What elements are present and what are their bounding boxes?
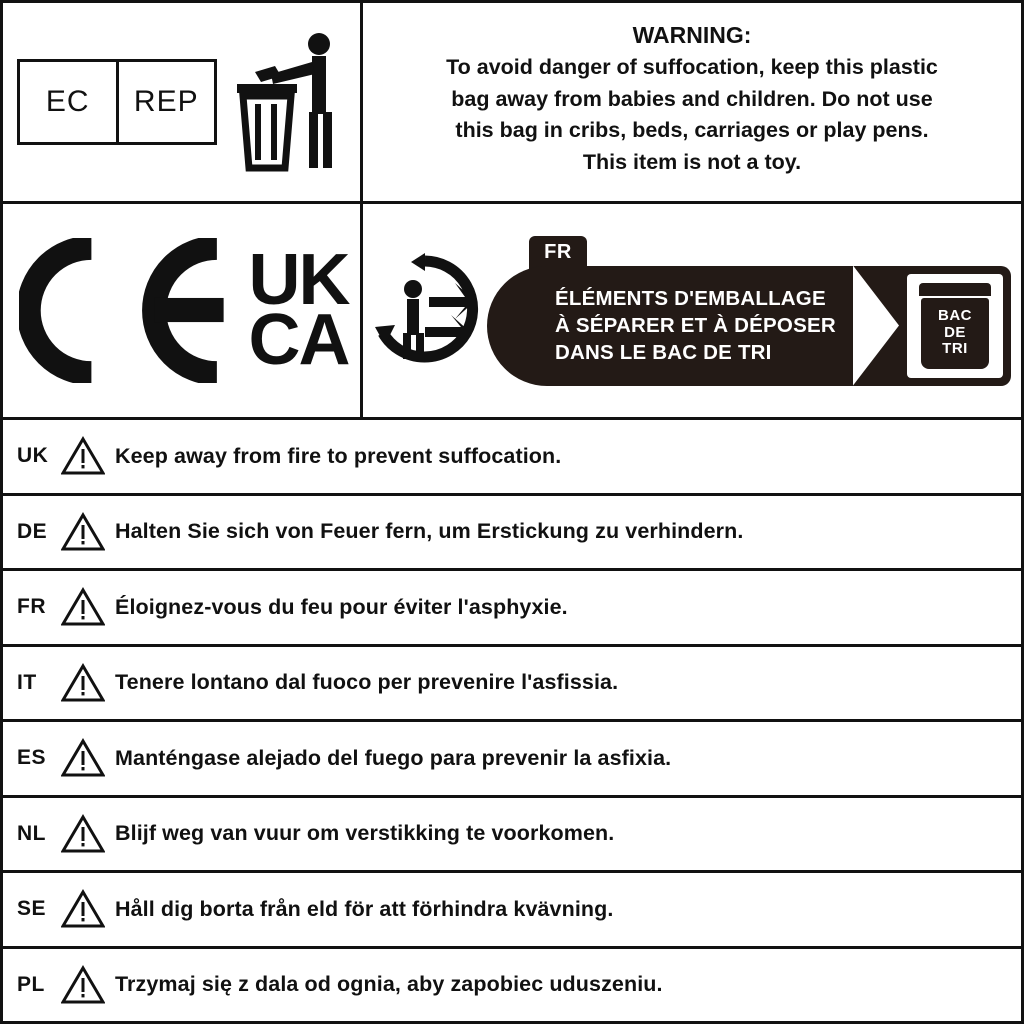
fr-line-3: DANS LE BAC DE TRI: [555, 341, 772, 365]
language-row-it: [3, 647, 1021, 723]
language-warning-list: [3, 420, 1021, 1021]
language-row-de: [3, 496, 1021, 572]
top-band: [3, 3, 1021, 204]
warning-triangle-icon: [61, 587, 105, 627]
language-row-se: [3, 873, 1021, 949]
bin-line-2: DE: [944, 323, 966, 341]
ce-mark-icon: [19, 238, 241, 383]
warning-triangle-icon: [61, 436, 105, 476]
fr-country-tab: FR: [529, 236, 587, 270]
french-recycling-cell: [363, 204, 1021, 417]
warning-triangle-icon: [61, 889, 105, 929]
ukca-line-2: CA: [248, 299, 349, 380]
language-row-es: [3, 722, 1021, 798]
ukca-line-1: UK: [248, 240, 349, 321]
warning-line-1: To avoid danger of suffocation, keep this plastic: [446, 55, 938, 80]
language-code: UK: [17, 444, 49, 468]
fr-line-1: ÉLÉMENTS D'EMBALLAGE: [555, 286, 826, 310]
warning-line-4: This item is not a toy.: [582, 149, 802, 174]
language-row-pl: [3, 949, 1021, 1022]
language-text: Keep away from fire to prevent suffocation.: [115, 443, 562, 468]
language-code: NL: [17, 821, 46, 845]
bin-lid: [919, 283, 991, 296]
language-code: ES: [17, 746, 47, 770]
ec-rep-symbol: [17, 59, 217, 145]
dispose-in-bin-icon: [231, 32, 349, 172]
conformity-marks-cell: [3, 204, 363, 417]
recycling-bin-icon: [916, 281, 994, 371]
language-text: Blijf weg van vuur om verstikking te voorkomen.: [115, 821, 615, 846]
language-text: Håll dig borta från eld för att förhindra kvävning.: [115, 896, 614, 921]
warning-line-3: this bag in cribs, beds, carriages or play pens.: [455, 118, 929, 143]
bin-body: [921, 298, 989, 369]
warning-text-cell: [363, 3, 1021, 201]
triman-recycle-icon: [369, 253, 481, 369]
language-row-uk: [3, 420, 1021, 496]
fr-bin-badge: [907, 274, 1003, 378]
ukca-mark: [248, 240, 349, 380]
ec-rep-left-label: EC: [20, 62, 119, 142]
language-text: Trzymaj się z dala od ognia, aby zapobiec uduszeniu.: [115, 972, 663, 997]
warning-triangle-icon: [61, 814, 105, 854]
ec-rep-right-label: REP: [133, 85, 199, 118]
language-text: Halten Sie sich von Feuer fern, um Erstickung zu verhindern.: [115, 519, 744, 544]
warning-triangle-icon: [61, 738, 105, 778]
language-text: Éloignez-vous du feu pour éviter l'asphyxie.: [115, 594, 568, 619]
warning-triangle-icon: [61, 965, 105, 1005]
fr-banner-text: [487, 285, 836, 366]
marks-band: [3, 204, 1021, 420]
fr-arrow-icon: [853, 266, 899, 386]
language-code: IT: [17, 670, 37, 694]
language-text: Tenere lontano dal fuoco per prevenire l'asfissia.: [115, 670, 619, 695]
language-code: PL: [17, 972, 45, 996]
fr-banner-body: [487, 266, 1011, 386]
language-row-nl: [3, 798, 1021, 874]
warning-triangle-icon: [61, 663, 105, 703]
language-code: DE: [17, 519, 48, 543]
warning-line-2: bag away from babies and children. Do not use: [451, 86, 933, 111]
warning-triangle-icon: [61, 512, 105, 552]
fr-sorting-banner: [487, 236, 1011, 386]
language-row-fr: [3, 571, 1021, 647]
language-text: Manténgase alejado del fuego para prevenir la asfixia.: [115, 745, 672, 770]
bin-line-3: TRI: [942, 340, 968, 358]
warning-title: WARNING:: [632, 22, 752, 49]
bin-line-1: BAC: [938, 306, 972, 324]
fr-line-2: À SÉPARER ET À DÉPOSER: [555, 313, 836, 337]
language-code: SE: [17, 897, 47, 921]
ec-rep-cell: [3, 3, 363, 201]
language-code: FR: [17, 595, 46, 619]
